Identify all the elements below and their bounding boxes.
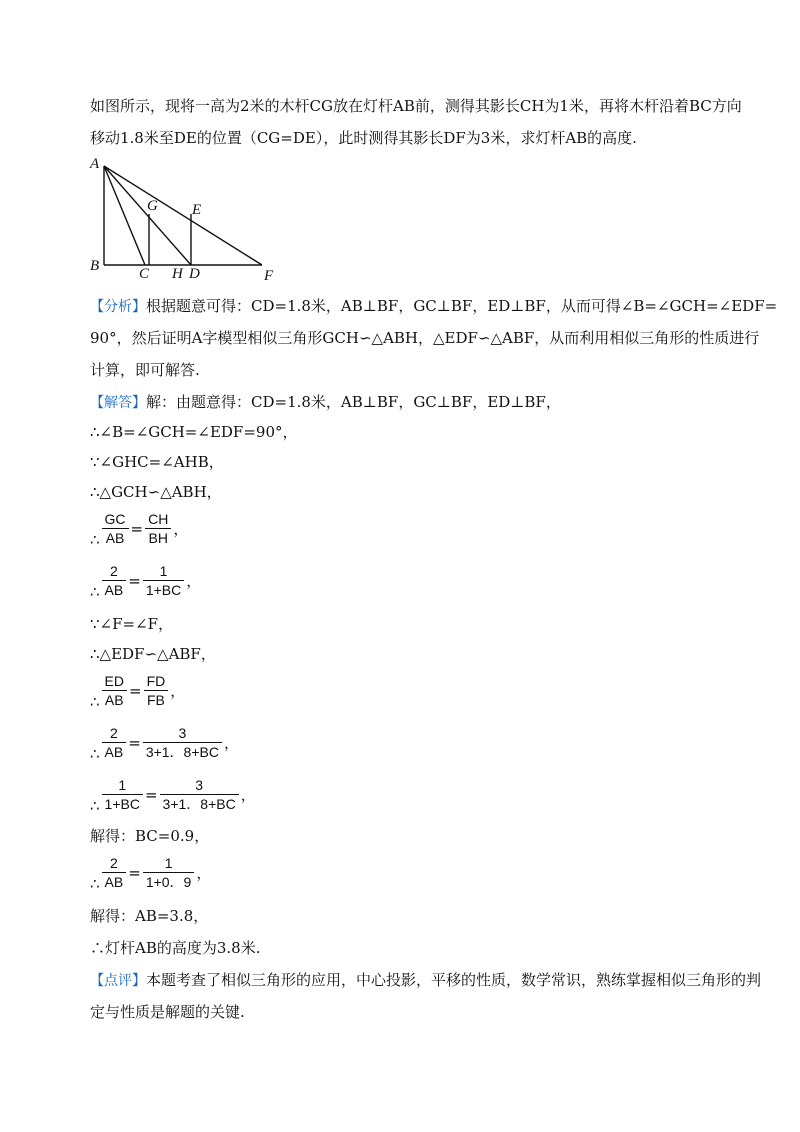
- equals-symbol: =: [128, 863, 141, 882]
- equals-symbol: =: [144, 785, 158, 804]
- fraction-equation-1: [90, 510, 188, 554]
- label-H: H: [172, 266, 183, 282]
- fraction-equation-5: [90, 776, 256, 820]
- therefore-symbol: ∴: [90, 530, 100, 549]
- denominator: BH: [148, 530, 168, 546]
- numerator: 3: [160, 776, 239, 795]
- label-C: C: [139, 266, 150, 282]
- solution-intro: 解：由题意得：CD=1.8米，AB⊥BF，GC⊥BF，ED⊥BF，: [146, 393, 561, 411]
- numerator: 1: [143, 562, 184, 581]
- analysis-tag: 【分析】: [90, 299, 146, 315]
- equals-symbol: =: [130, 519, 144, 538]
- numerator: 2: [102, 724, 127, 743]
- denominator: AB: [104, 874, 124, 890]
- punctuation: ，: [240, 786, 256, 804]
- label-A: A: [90, 156, 100, 172]
- numerator: 3: [143, 724, 222, 743]
- fraction-left: [102, 510, 129, 547]
- numerator: 2: [102, 854, 127, 873]
- label-D: D: [189, 266, 200, 282]
- label-E: E: [192, 202, 202, 218]
- fraction-left: [102, 724, 127, 761]
- fraction-left: [102, 672, 127, 709]
- analysis-text-1: 根据题意可得：CD=1.8米，AB⊥BF，GC⊥BF，ED⊥BF，从而可得∠B=∠GCH=∠EDF=: [146, 297, 778, 315]
- numerator: GC: [102, 510, 129, 529]
- solution-step-3: ∴△GCH∽△ABH，: [90, 483, 222, 501]
- fraction-equation-6: [90, 854, 211, 898]
- segment-AC: [104, 166, 145, 265]
- therefore-symbol: ∴: [90, 692, 100, 711]
- fraction-right: [143, 562, 184, 599]
- solution-step-8: ∴灯杆AB的高度为3.8米.: [90, 939, 261, 957]
- analysis-line-1: [90, 296, 778, 317]
- comment-text-1: 本题考查了相似三角形的应用，中心投影，平移的性质，数学常识，熟练掌握相似三角形的判: [146, 971, 762, 989]
- numerator: 2: [102, 562, 127, 581]
- fraction-left: [102, 562, 127, 599]
- solution-tag: 【解答】: [90, 395, 146, 411]
- numerator: ED: [102, 672, 127, 691]
- numerator: 1: [143, 854, 195, 873]
- comment-tag: 【点评】: [90, 973, 146, 989]
- solution-step-6: 解得：BC=0.9，: [90, 827, 210, 845]
- equals-symbol: =: [128, 733, 141, 752]
- fraction-equation-4: [90, 724, 239, 768]
- punctuation: ，: [170, 682, 186, 700]
- fraction-right: [143, 854, 195, 891]
- fraction-equation-2: [90, 562, 201, 606]
- denominator: 1+0．9: [145, 874, 192, 890]
- geometry-figure: [88, 152, 288, 284]
- denominator: AB: [104, 582, 124, 598]
- comment-line-2: 定与性质是解题的关键.: [90, 1003, 245, 1021]
- equals-symbol: =: [128, 571, 141, 590]
- solution-intro-line: [90, 392, 730, 413]
- therefore-symbol: ∴: [90, 744, 100, 763]
- numerator: CH: [145, 510, 171, 529]
- analysis-line-3: 计算，即可解答.: [90, 361, 200, 379]
- solution-step-4: ∵∠F=∠F，: [90, 615, 174, 633]
- denominator: 3+1．8+BC: [145, 744, 219, 760]
- label-G: G: [147, 198, 158, 214]
- numerator: FD: [144, 672, 169, 691]
- label-F: F: [264, 268, 274, 284]
- solution-step-1: ∴∠B=∠GCH=∠EDF=90°，: [90, 423, 298, 441]
- denominator: 1+BC: [104, 796, 140, 812]
- fraction-equation-3: [90, 672, 185, 716]
- denominator: AB: [104, 692, 124, 708]
- fraction-left: [102, 854, 127, 891]
- solution-step-5: ∴△EDF∽△ABF，: [90, 645, 216, 663]
- punctuation: ，: [196, 864, 212, 882]
- analysis-line-2: 90°，然后证明A字模型相似三角形GCH∽△ABH，△EDF∽△ABF，从而利用相似三角形的性质进行: [90, 329, 760, 347]
- fraction-left: [102, 776, 143, 813]
- numerator: 1: [102, 776, 143, 795]
- denominator: 3+1．8+BC: [162, 796, 236, 812]
- comment-line-1: [90, 970, 762, 991]
- fraction-right: [160, 776, 239, 813]
- denominator: 1+BC: [145, 582, 182, 598]
- therefore-symbol: ∴: [90, 796, 100, 815]
- denominator: AB: [105, 530, 125, 546]
- segment-AF: [104, 166, 262, 265]
- therefore-symbol: ∴: [90, 874, 100, 893]
- label-B: B: [90, 258, 100, 274]
- problem-line-1: 如图所示，现将一高为2米的木杆CG放在灯杆AB前，测得其影长CH为1米，再将木杆沿着BC方向: [90, 97, 742, 115]
- denominator: AB: [104, 744, 124, 760]
- therefore-symbol: ∴: [90, 582, 100, 601]
- denominator: FB: [146, 692, 165, 708]
- punctuation: ，: [223, 734, 239, 752]
- fraction-right: [144, 672, 169, 709]
- punctuation: ，: [173, 520, 189, 538]
- problem-line-2: 移动1.8米至DE的位置（CG=DE），此时测得其影长DF为3米，求灯杆AB的高度.: [90, 129, 637, 147]
- solution-step-2: ∵∠GHC=∠AHB，: [90, 453, 224, 471]
- fraction-right: [143, 724, 222, 761]
- segment-AH: [104, 166, 191, 265]
- solution-step-7: 解得：AB=3.8，: [90, 907, 209, 925]
- punctuation: ，: [186, 572, 202, 590]
- fraction-right: [145, 510, 171, 547]
- equals-symbol: =: [129, 681, 142, 700]
